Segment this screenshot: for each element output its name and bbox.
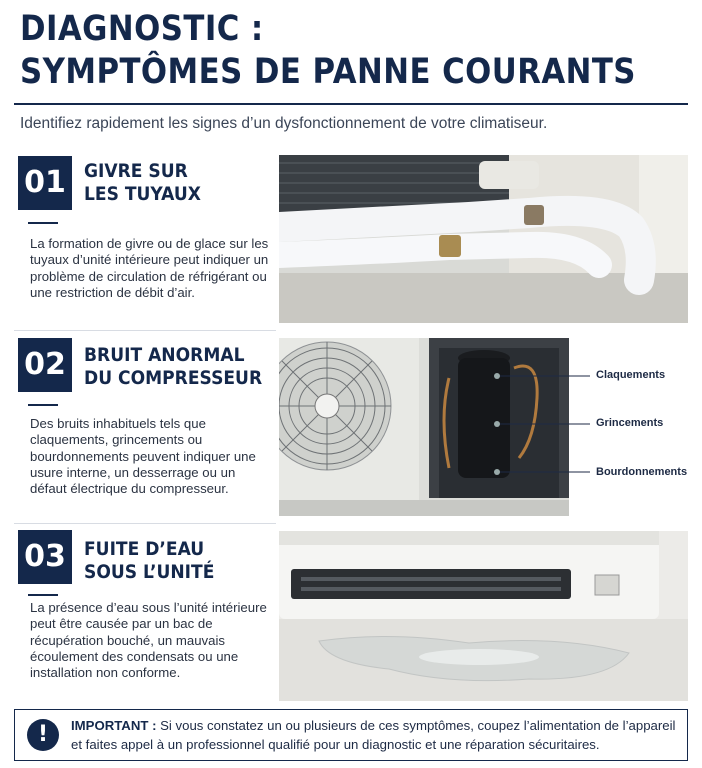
- item-divider: [28, 222, 58, 224]
- important-notice: [14, 709, 688, 761]
- item-title-line-2: SOUS L’UNITÉ: [84, 561, 215, 583]
- exclamation-icon: !: [27, 719, 59, 751]
- section-divider: [14, 330, 276, 331]
- page-title: [20, 8, 690, 94]
- item-divider: [28, 594, 58, 596]
- important-label: IMPORTANT :: [71, 718, 157, 733]
- item-title: [84, 538, 214, 584]
- important-text: [71, 716, 681, 754]
- section-divider: [14, 523, 276, 524]
- frosted-pipes-photo: [279, 155, 688, 323]
- title-line-1: DIAGNOSTIC :: [20, 9, 264, 49]
- item-title-line-1: FUITE D’EAU: [84, 538, 205, 560]
- callout-lines: [500, 370, 600, 480]
- callout-label: Claquements: [596, 369, 666, 381]
- item-number-badge: 02: [18, 338, 72, 392]
- item-description: La présence d’eau sous l’unité intérieure peut être causée par un bac de récupération bouché, un mauvais écoulement des condensats ou une installation non conforme.: [30, 600, 267, 681]
- item-divider: [28, 404, 58, 406]
- item-number-badge: 03: [18, 530, 72, 584]
- item-description: La formation de givre ou de glace sur les tuyaux d’unité intérieure peut indiquer un problème de circulation de réfrigérant ou une restriction de débit d’air.: [30, 236, 269, 300]
- callout-label: Grincements: [596, 417, 664, 429]
- page-subtitle: Identifiez rapidement les signes d’un dysfonctionnement de votre climatiseur.: [20, 115, 548, 132]
- important-message: Si vous constatez un ou plusieurs de ces symptômes, coupez l’alimentation de l’appareil et faites appel à un professionnel qualifié pour un diagnostic et une réparation sécuritaires.: [71, 718, 676, 752]
- water-leak-photo: [279, 531, 688, 701]
- title-line-2: SYMPTÔMES DE PANNE COURANTS: [20, 52, 636, 92]
- item-title: [84, 160, 201, 206]
- item-description: Des bruits inhabituels tels que claquements, grincements ou bourdonnements peuvent indiquer une usure interne, un desserrage ou un défaut électrique du compresseur.: [30, 416, 256, 497]
- item-title-line-1: BRUIT ANORMAL: [84, 344, 245, 366]
- callout-label: Bourdonnements: [596, 466, 688, 478]
- item-title-line-2: DU COMPRESSEUR: [84, 367, 263, 389]
- item-title: [84, 344, 262, 390]
- item-title-line-2: LES TUYAUX: [84, 183, 201, 205]
- item-title-line-1: GIVRE SUR: [84, 160, 188, 182]
- item-number-badge: 01: [18, 156, 72, 210]
- title-divider: [14, 103, 688, 105]
